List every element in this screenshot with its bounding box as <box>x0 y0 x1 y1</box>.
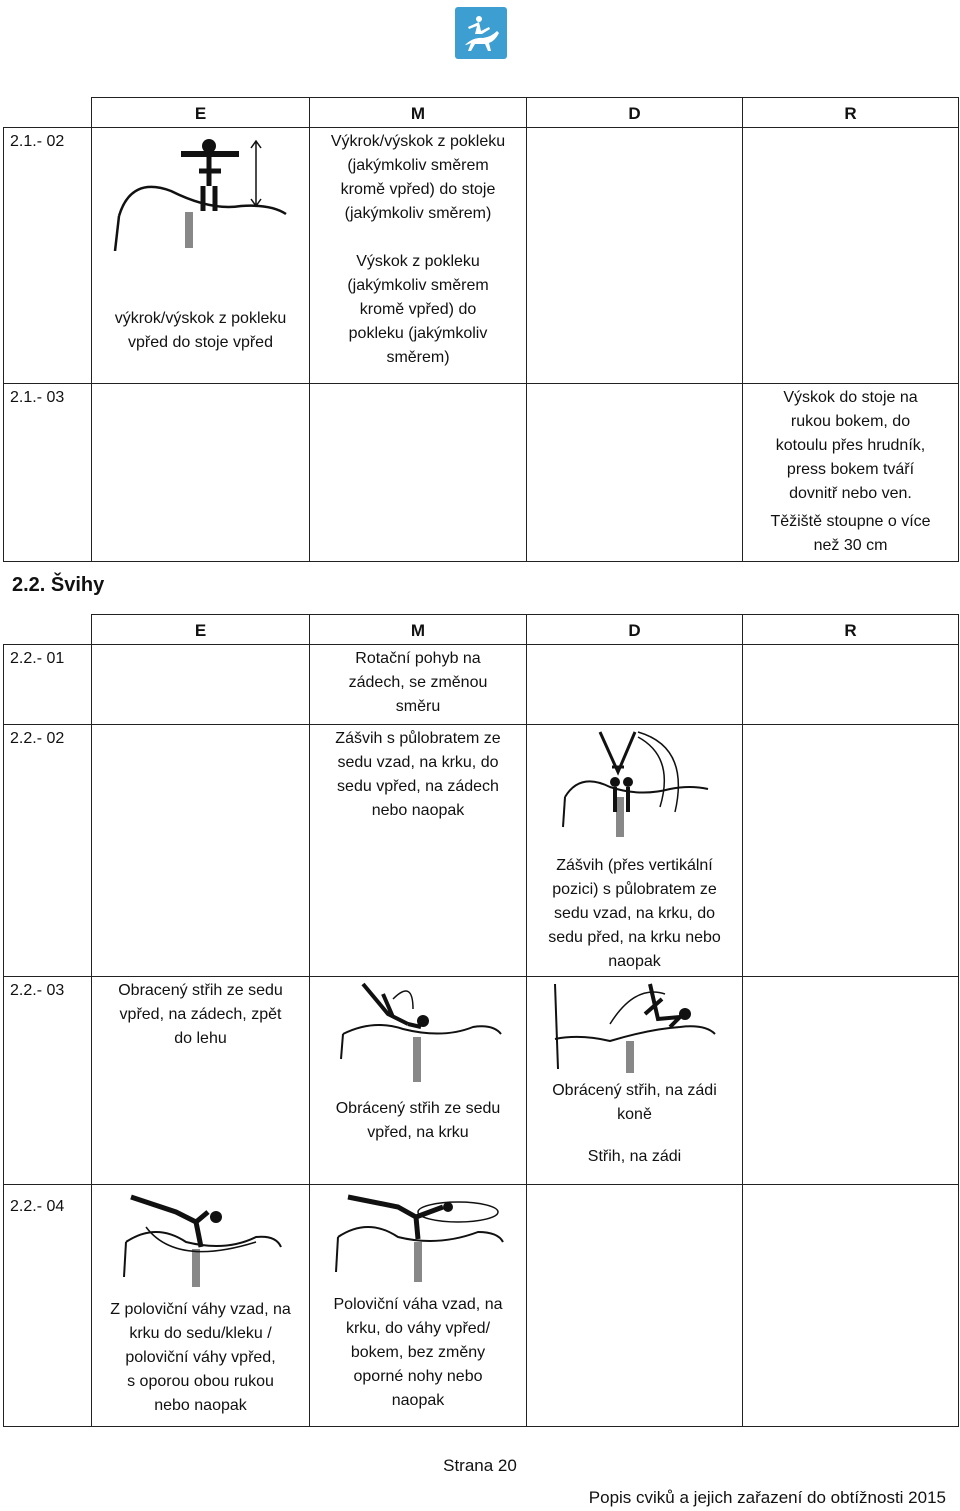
column-header-d: D <box>527 98 743 128</box>
column-header-m: M <box>310 615 527 645</box>
cell-r-2-2-03 <box>743 977 959 1185</box>
exercise-m-2-1-02: Výkrok/výskok z pokleku (jakýmkoliv směrem kromě vpřed) do stoje (jakýmkoliv směrem) <box>330 133 506 222</box>
exercise-figure-kneel-to-stand-icon <box>98 136 303 251</box>
exercise-figure-swing-half-turn-icon <box>533 727 736 842</box>
exercise-m2-2-1-02: Výskok z pokleku (jakýmkoliv směrem kromě vpřed) do pokleku (jakýmkoliv směrem) <box>347 253 489 366</box>
exercise-m-2-2-01: Rotační pohyb na zádech, se změnou směru <box>348 650 488 715</box>
corner-cell <box>4 98 92 128</box>
exercise-figure-half-scale-back-icon <box>98 1187 303 1292</box>
column-header-e: E <box>92 615 310 645</box>
section-title: 2.2. Švihy <box>12 574 105 596</box>
row-code-2-2-04: 2.2.- 04 <box>4 1185 92 1427</box>
cell-e-2-2-01 <box>92 645 310 725</box>
cell-r-2-1-02 <box>743 128 959 384</box>
exercise-d2-2-2-03: Střih, na zádi <box>587 1148 682 1165</box>
exercise-e-2-1-02: výkrok/výskok z pokleku vpřed do stoje vpřed <box>114 310 287 351</box>
cell-r-2-2-02 <box>743 725 959 977</box>
elements-table-2-1 <box>3 97 959 562</box>
page-number: Strana 20 <box>443 1456 517 1475</box>
exercise-e-2-2-04: Z poloviční váhy vzad, na krku do sedu/kleku / poloviční váhy vpřed, s oporou obou rukou nebo naopak <box>110 1301 291 1414</box>
exercise-m-2-2-03: Obrácený střih ze sedu vpřed, na krku <box>335 1100 501 1141</box>
cell-e-2-1-03 <box>92 384 310 562</box>
cell-d-2-1-02 <box>527 128 743 384</box>
exercise-d-2-2-02: Zášvih (přes vertikální pozici) s půlobratem ze sedu vzad, na krku, do sedu před, na krku nebo naopak <box>548 857 721 970</box>
column-header-m: M <box>310 98 527 128</box>
page-footer: Popis cviků a jejich zařazení do obtížnosti 2015 <box>588 1488 946 1507</box>
vaulting-horse-logo-icon <box>455 7 507 59</box>
row-code-2-2-02: 2.2.- 02 <box>4 725 92 977</box>
row-code-2-2-01: 2.2.- 01 <box>4 645 92 725</box>
exercise-m-2-2-02: Zášvih s půlobratem ze sedu vzad, na krku, do sedu vpřed, na zádech nebo naopak <box>335 730 501 819</box>
column-header-d: D <box>527 615 743 645</box>
row-code-2-1-03: 2.1.- 03 <box>4 384 92 562</box>
column-header-r: R <box>743 615 959 645</box>
exercise-e-2-2-03: Obracený střih ze sedu vpřed, na zádech, zpět do lehu <box>118 982 283 1047</box>
cell-m-2-1-03 <box>310 384 527 562</box>
cell-d-2-2-04 <box>527 1185 743 1427</box>
row-code-2-1-02: 2.1.- 02 <box>4 128 92 384</box>
cell-e-2-2-02 <box>92 725 310 977</box>
cell-d-2-1-03 <box>527 384 743 562</box>
elements-table-2-2 <box>3 614 959 1427</box>
exercise-r2-2-1-03: Těžiště stoupne o více než 30 cm <box>770 513 931 554</box>
exercise-r-2-1-03: Výskok do stoje na rukou bokem, do kotoulu přes hrudník, press bokem tváří dovnitř nebo ven. <box>775 389 926 502</box>
exercise-d-2-2-03: Obrácený střih, na zádi koně <box>552 1082 717 1123</box>
exercise-figure-reverse-scissor-croup-icon <box>533 979 736 1079</box>
column-header-r: R <box>743 98 959 128</box>
exercise-m-2-2-04: Poloviční váha vzad, na krku, do váhy vpřed/ bokem, bez změny oporné nohy nebo naopak <box>333 1296 503 1409</box>
column-header-e: E <box>92 98 310 128</box>
exercise-figure-half-scale-to-scale-icon <box>316 1187 520 1287</box>
row-code-2-2-03: 2.2.- 03 <box>4 977 92 1185</box>
exercise-figure-reverse-scissor-neck-icon <box>316 979 520 1089</box>
corner-cell <box>4 615 92 645</box>
cell-r-2-2-01 <box>743 645 959 725</box>
cell-r-2-2-04 <box>743 1185 959 1427</box>
cell-d-2-2-01 <box>527 645 743 725</box>
